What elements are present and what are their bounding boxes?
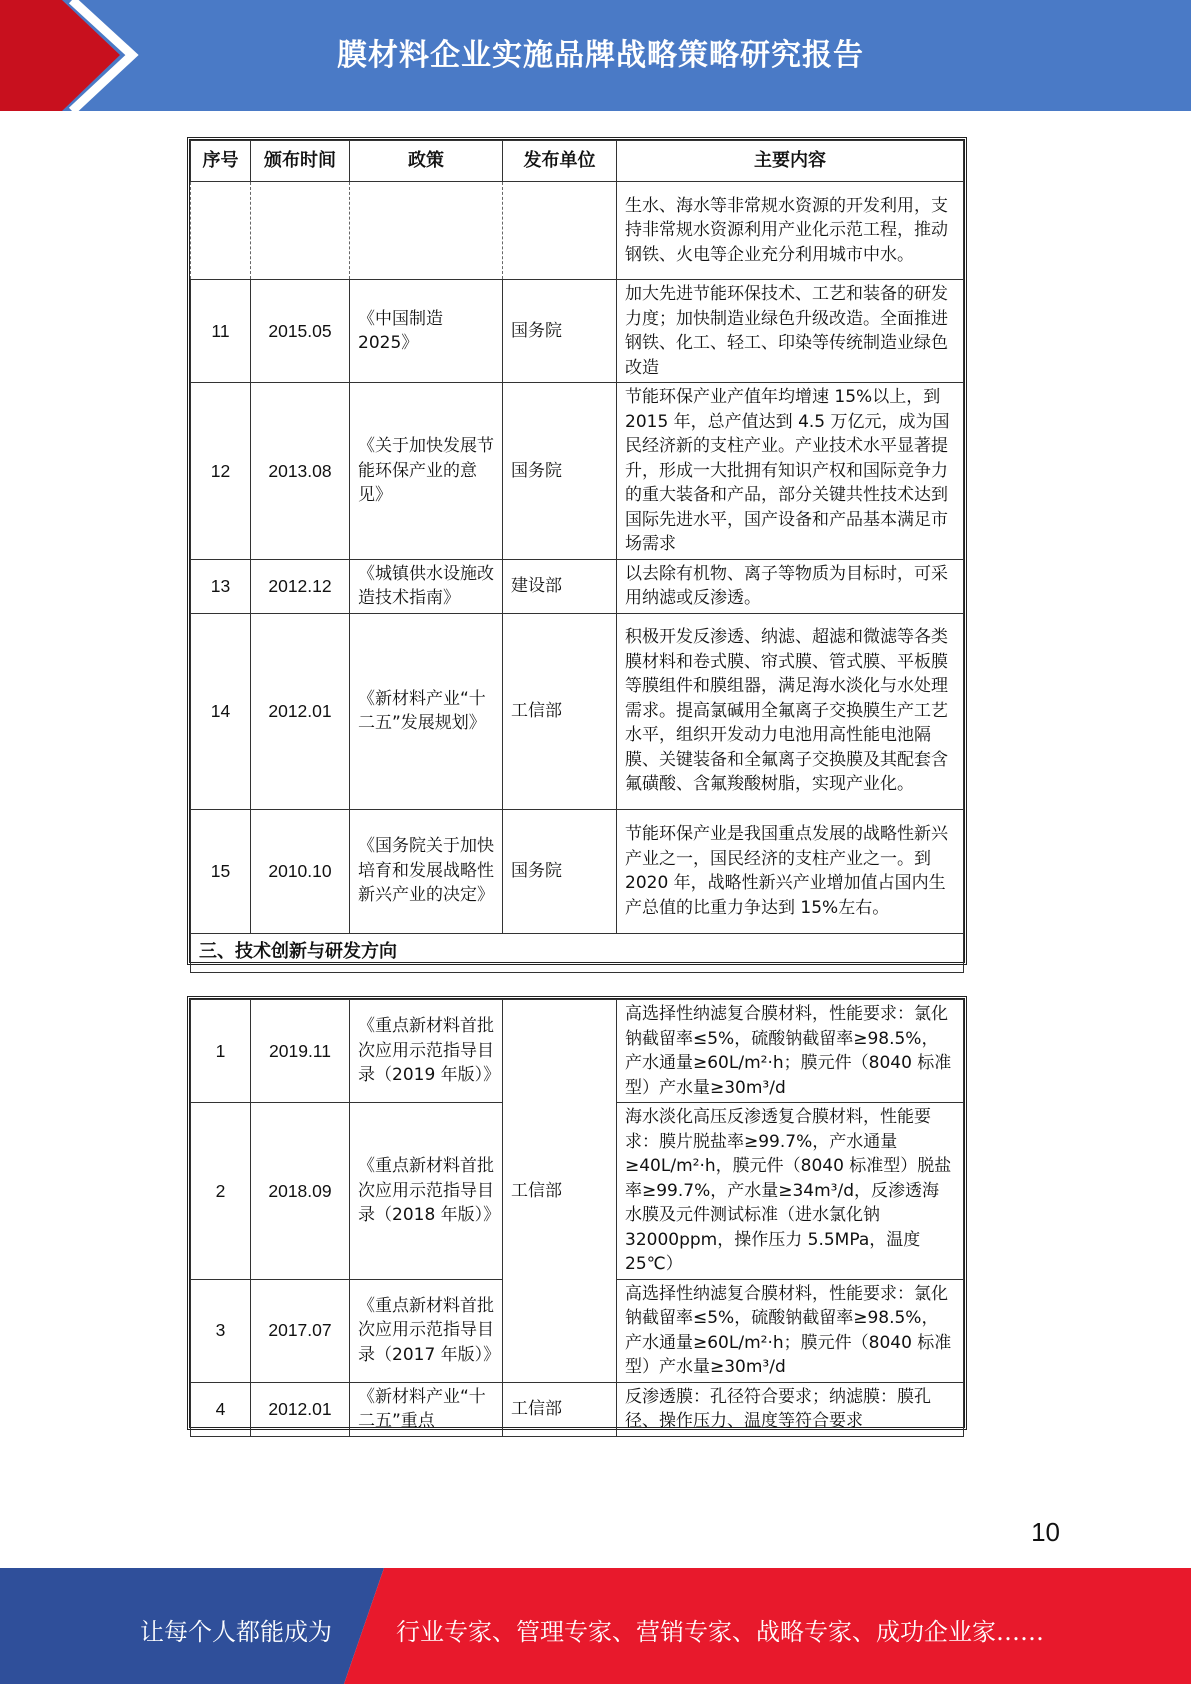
report-title: 膜材料企业实施品牌战略策略研究报告 (337, 38, 864, 73)
cell-unit: 国务院 (503, 280, 617, 383)
col-header-policy: 政策 (350, 141, 503, 182)
cell-no: 3 (191, 1279, 251, 1382)
cell-policy: 《关于加快发展节能环保产业的意见》 (350, 383, 503, 560)
cell-content: 海水淡化高压反渗透复合膜材料，性能要求：膜片脱盐率≥99.7%，产水通量≥40L/m²·h，膜元件（8040 标准型）脱盐率≥99.7%，产水量≥34m³/d，反渗透海水膜及元件测试标准（进水氯化钠 32000ppm，操作压力 5.5MPa，温度 25℃） (617, 1103, 964, 1280)
section-row (191, 933, 964, 972)
page-footer (0, 1568, 1191, 1684)
col-header-unit: 发布单位 (503, 141, 617, 182)
cell-unit: 工信部 (503, 613, 617, 809)
cell-no: 2 (191, 1103, 251, 1280)
cell-date (251, 182, 350, 280)
cell-content: 节能环保产业是我国重点发展的战略性新兴产业之一，国民经济的支柱产业之一。到 2020 年，战略性新兴产业增加值占国内生产总值的比重力争达到 15%左右。 (617, 809, 964, 933)
cell-policy: 《中国制造2025》 (350, 280, 503, 383)
cell-content: 高选择性纳滤复合膜材料，性能要求：氯化钠截留率≤5%，硫酸钠截留率≥98.5%，产水通量≥60L/m²·h；膜元件（8040 标准型）产水量≥30m³/d (617, 1279, 964, 1382)
cell-date: 2017.07 (251, 1279, 350, 1382)
cell-date: 2010.10 (251, 809, 350, 933)
footer-slogan-left: 让每个人都能成为 (140, 1618, 332, 1646)
page-header (0, 0, 1191, 111)
cell-date: 2012.12 (251, 559, 350, 613)
cell-no: 13 (191, 559, 251, 613)
cell-unit-merged: 工信部 (503, 1000, 617, 1383)
cell-content: 生水、海水等非常规水资源的开发利用，支持非常规水资源利用产业化示范工程，推动钢铁、火电等企业充分利用城市中水。 (617, 182, 964, 280)
cell-date: 2013.08 (251, 383, 350, 560)
table-row (191, 559, 964, 613)
page-number: 10 (1031, 1517, 1060, 1547)
cell-content: 节能环保产业产值年均增速 15%以上，到 2015 年，总产值达到 4.5 万亿元，成为国民经济新的支柱产业。产业技术水平显著提升，形成一大批拥有知识产权和国际竞争力的重大装备和产品，部分关键共性技术达到国际先进水平，国产设备和产品基本满足市场需求 (617, 383, 964, 560)
cell-no: 4 (191, 1382, 251, 1436)
cell-policy: 《新材料产业“十二五”重点 (350, 1382, 503, 1436)
cell-content: 加大先进节能环保技术、工艺和装备的研发力度；加快制造业绿色升级改造。全面推进钢铁、化工、轻工、印染等传统制造业绿色改造 (617, 280, 964, 383)
cell-content: 反渗透膜：孔径符合要求；纳滤膜：膜孔径、操作压力、温度等符合要求 (617, 1382, 964, 1436)
cell-content: 积极开发反渗透、纳滤、超滤和微滤等各类膜材料和卷式膜、帘式膜、管式膜、平板膜等膜组件和膜组器，满足海水淡化与水处理需求。提高氯碱用全氟离子交换膜生产工艺水平，组织开发动力电池用高性能电池隔膜、关键装备和全氟离子交换膜及其配套含氟磺酸、含氟羧酸树脂，实现产业化。 (617, 613, 964, 809)
cell-unit (503, 182, 617, 280)
cell-no: 14 (191, 613, 251, 809)
cell-date: 2012.01 (251, 613, 350, 809)
col-header-no: 序号 (191, 141, 251, 182)
cell-no (191, 182, 251, 280)
cell-policy (350, 182, 503, 280)
cell-unit: 工信部 (503, 1382, 617, 1436)
cell-no: 15 (191, 809, 251, 933)
cell-unit: 建设部 (503, 559, 617, 613)
table-row (191, 809, 964, 933)
policy-table (190, 140, 964, 973)
cell-policy: 《新材料产业“十二五”发展规划》 (350, 613, 503, 809)
cell-date: 2012.01 (251, 1382, 350, 1436)
table-row (191, 1382, 964, 1436)
footer-slogan-right: 行业专家、管理专家、营销专家、战略专家、成功企业家…… (396, 1618, 1044, 1646)
cell-unit: 国务院 (503, 809, 617, 933)
table-header-row (191, 141, 964, 182)
table-row (191, 280, 964, 383)
standards-table (190, 999, 964, 1437)
col-header-date: 颁布时间 (251, 141, 350, 182)
cell-no: 11 (191, 280, 251, 383)
policy-table-1 (187, 137, 967, 965)
table-row (191, 1000, 964, 1103)
section-heading: 三、技术创新与研发方向 (191, 933, 964, 972)
cell-policy: 《国务院关于加快培育和发展战略性新兴产业的决定》 (350, 809, 503, 933)
col-header-content: 主要内容 (617, 141, 964, 182)
policy-table-2 (187, 996, 967, 1430)
cell-date: 2019.11 (251, 1000, 350, 1103)
cell-date: 2018.09 (251, 1103, 350, 1280)
cell-policy: 《重点新材料首批次应用示范指导目录（2017 年版）》 (350, 1279, 503, 1382)
cell-content: 高选择性纳滤复合膜材料，性能要求：氯化钠截留率≤5%，硫酸钠截留率≥98.5%，产水通量≥60L/m²·h；膜元件（8040 标准型）产水量≥30m³/d (617, 1000, 964, 1103)
table-row (191, 613, 964, 809)
table-row (191, 383, 964, 560)
cell-unit: 国务院 (503, 383, 617, 560)
cell-policy: 《重点新材料首批次应用示范指导目录（2019 年版）》 (350, 1000, 503, 1103)
cell-no: 1 (191, 1000, 251, 1103)
cell-policy: 《重点新材料首批次应用示范指导目录（2018 年版）》 (350, 1103, 503, 1280)
table-row (191, 182, 964, 280)
cell-policy: 《城镇供水设施改造技术指南》 (350, 559, 503, 613)
cell-date: 2015.05 (251, 280, 350, 383)
cell-no: 12 (191, 383, 251, 560)
cell-content: 以去除有机物、离子等物质为目标时，可采用纳滤或反渗透。 (617, 559, 964, 613)
